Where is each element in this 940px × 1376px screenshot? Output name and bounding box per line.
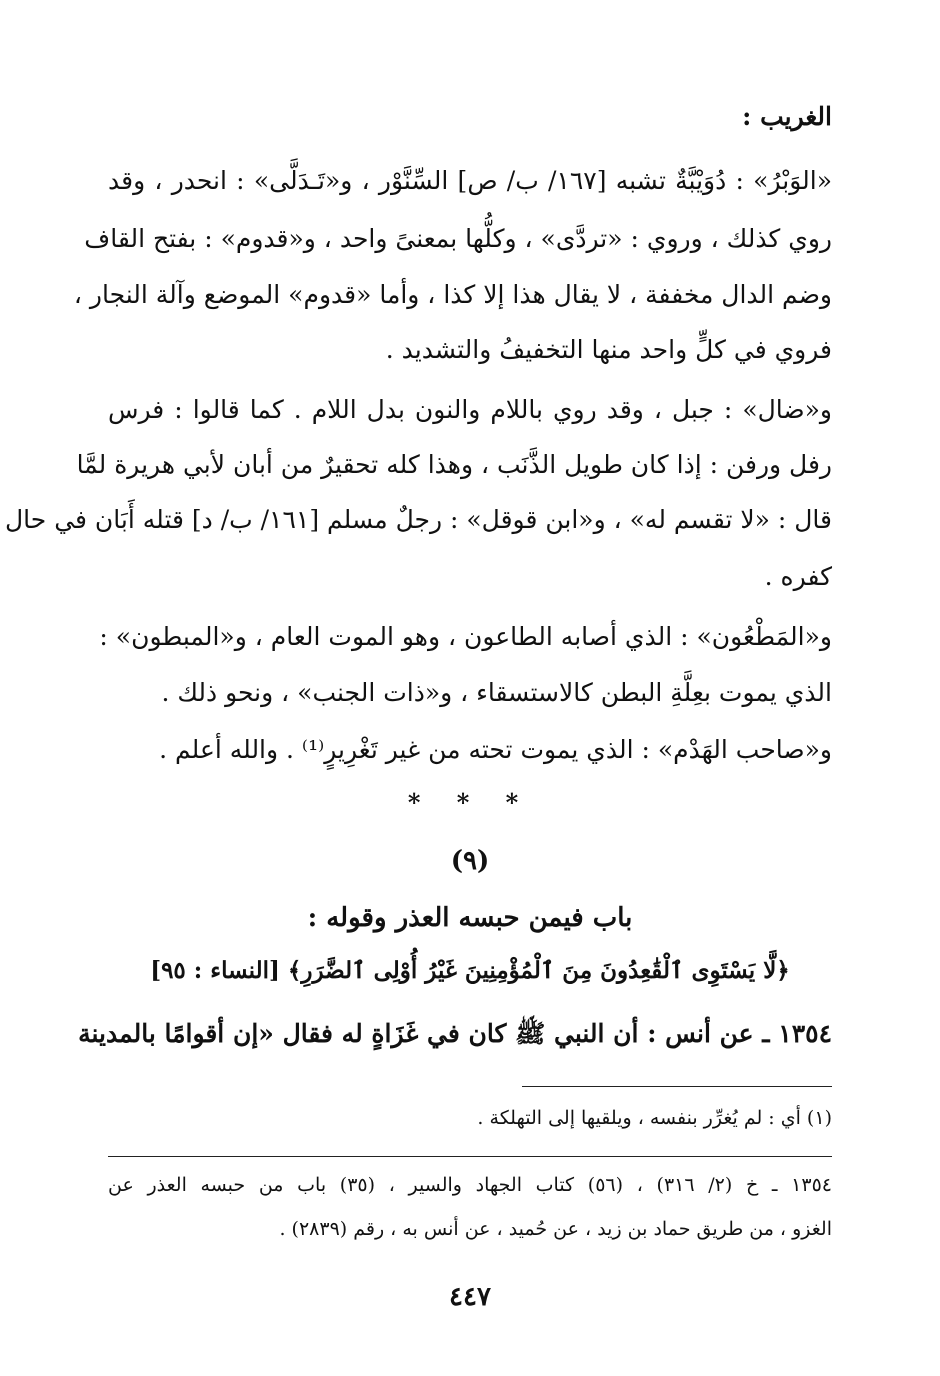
text-line: كفره . xyxy=(764,562,832,591)
text-line: «الوَبْرُ» : دُوَيْبَّةٌ تشبه [١٦٧/ ب/ ص] السِّنَّوْر ، و«تَـدَلَّى» : انحدر ، وقد xyxy=(108,166,832,195)
chapter-title: باب فيمن حبسه العذر وقوله : xyxy=(307,903,633,933)
page-number: ٤٤٧ xyxy=(449,1282,491,1312)
footnote-divider xyxy=(522,1086,832,1087)
text-line: و«ضال» : جبل ، وقد روي باللام والنون بدل اللام . كما قالوا : فرس xyxy=(108,395,832,424)
chapter-number: (٩) xyxy=(450,846,490,876)
text-line: و«المَطْعُون» : الذي أصابه الطاعون ، وهو الموت العام ، و«المبطون» : xyxy=(99,622,832,651)
gharib-heading: الغريب : xyxy=(742,102,832,131)
text-line: قال : «لا تقسم له» ، و«ابن قوقل» : رجلٌ مسلم [١٦١/ ب/ د] قتله أَبَان في حال xyxy=(5,505,832,534)
quran-verse: ﴿لَّا يَسْتَوِى ٱلْقَٰعِدُونَ مِنَ ٱلْمُؤْمِنِينَ غَيْرُ أُوْلِى ٱلضَّرَرِ﴾ [النساء : ٩٥] xyxy=(150,957,790,984)
section-separator: * * * xyxy=(407,788,533,817)
text-line: الذي يموت بعِلَّةِ البطن كالاستسقاء ، و«ذات الجنب» ، ونحو ذلك . xyxy=(161,678,832,707)
text-line: روي كذلك ، وروي : «تردَّى» ، وكلُّها بمعنىً واحد ، و«قدوم» : بفتح القاف xyxy=(84,224,832,253)
hadith-text: ١٣٥٤ ـ عن أنس : أن النبي ﷺ كان في غَزَاةٍ له فقال «إن أقوامًا بالمدينة xyxy=(78,1019,832,1048)
text-line: رفل ورفن : إذا كان طويل الذَّنَب ، وهذا كله تحقيرٌ من أبان لأبي هريرة لمَّا xyxy=(76,450,832,479)
text-line: وضم الدال مخففة ، لا يقال هذا إلا كذا ، وأما «قدوم» الموضع وآلة النجار ، xyxy=(73,280,832,309)
footnote-divider-full xyxy=(108,1156,832,1157)
text-line: و«صاحب الهَدْم» : الذي يموت تحته من غير تَغْرِيرٍ⁽¹⁾ . والله أعلم . xyxy=(159,735,832,764)
footnote-source: الغزو ، من طريق حماد بن زيد ، عن حُميد ، عن أنس به ، رقم (٢٨٣٩) . xyxy=(279,1218,832,1240)
text-line: فروي في كلٍّ واحد منها التخفيفُ والتشديد . xyxy=(385,335,832,364)
footnote-source: ١٣٥٤ ـ خ (٢/ ٣١٦) ، (٥٦) كتاب الجهاد والسير ، (٣٥) باب من حبسه العذر عن xyxy=(108,1174,832,1196)
footnote-1: (١) أي : لم يُغرِّر بنفسه ، ويلقيها إلى التهلكة . xyxy=(477,1107,832,1129)
